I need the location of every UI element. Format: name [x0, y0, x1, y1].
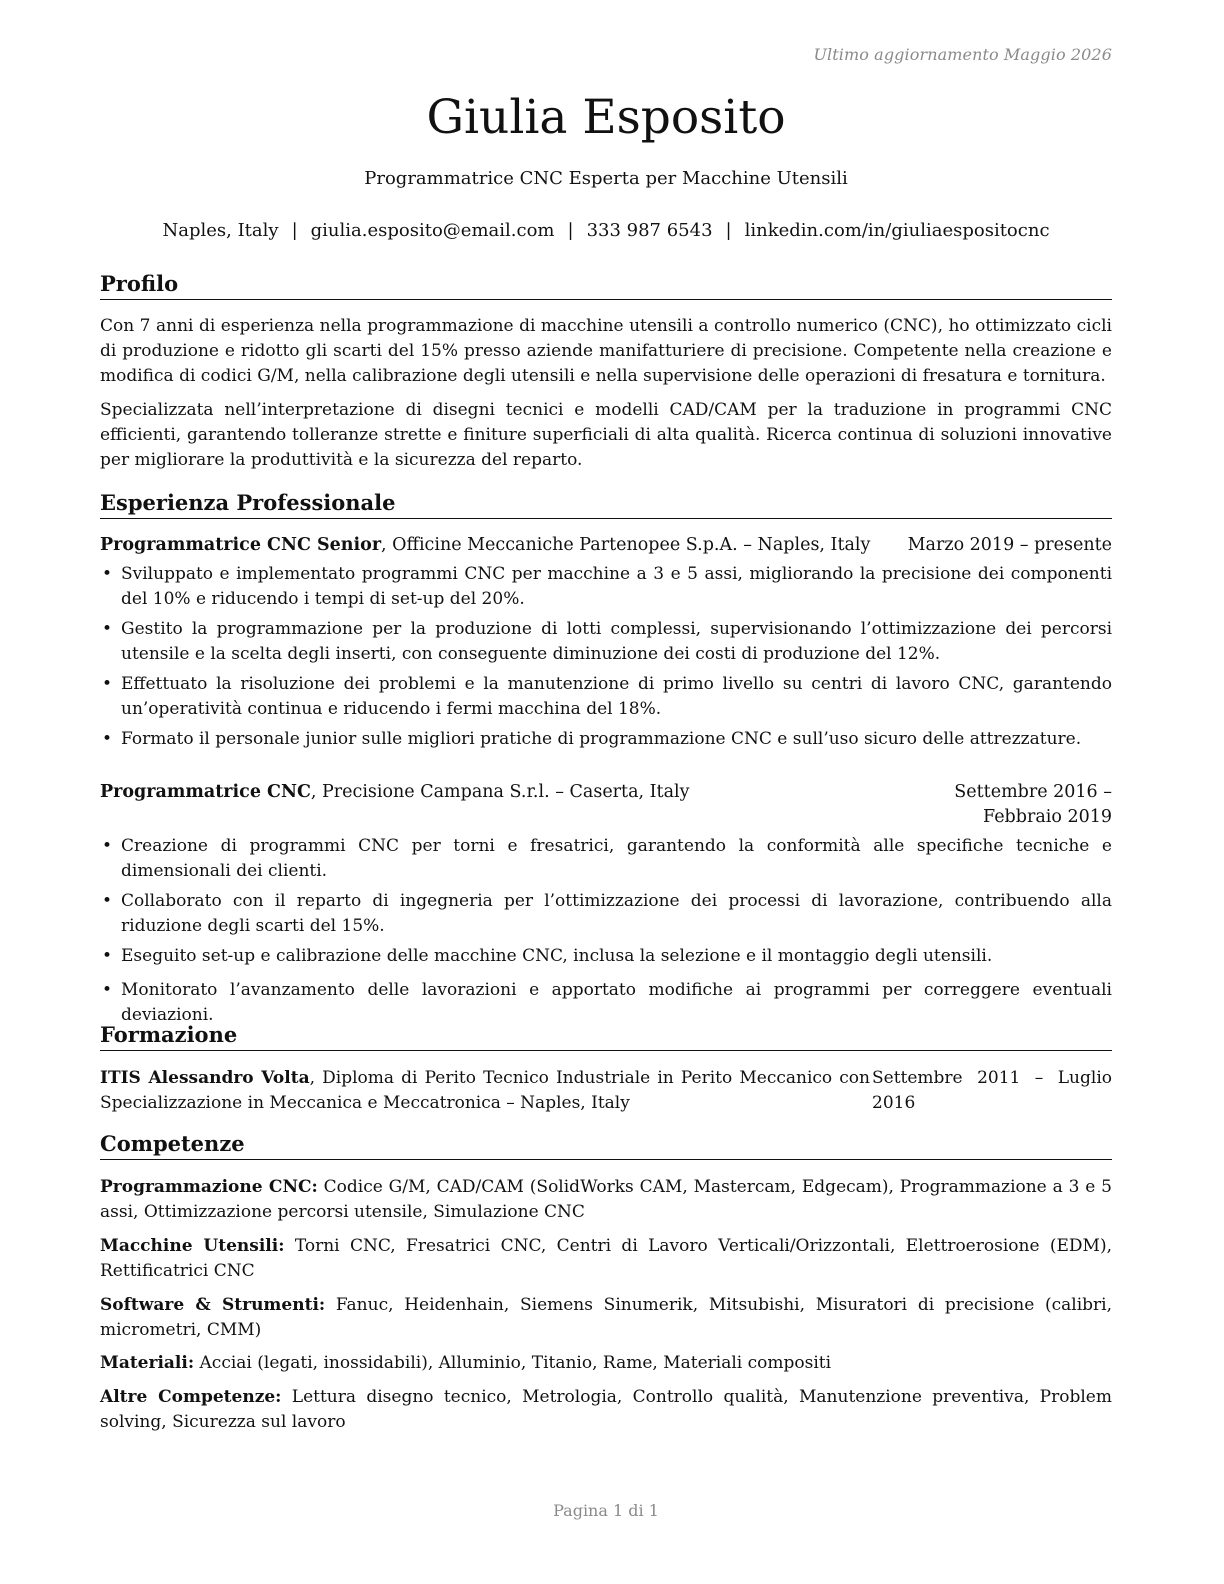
job-company: , Officine Meccaniche Partenopee S.p.A. – Naples, Italy	[381, 535, 871, 555]
job-header	[100, 533, 1112, 558]
skill-text: Fanuc, Heidenhain, Siemens Sinumerik, Mitsubishi, Misuratori di precisione (calibri, micrometri, CMM)	[100, 1295, 1112, 1340]
section-title-skills: Competenze	[100, 1130, 1112, 1160]
contact-separator: |	[567, 220, 574, 241]
skill-text: Lettura disegno tecnico, Metrologia, Controllo qualità, Manutenzione preventiva, Problem solving, Sicurezza sul lavoro	[100, 1387, 1112, 1432]
education-detail	[100, 1066, 870, 1116]
contact-email[interactable]: giulia.esposito@email.com	[310, 220, 555, 241]
skill-text: Torni CNC, Fresatrici CNC, Centri di Lavoro Verticali/Orizzontali, Elettroerosione (EDM), Rettificatrici CNC	[100, 1236, 1112, 1281]
job-role: Programmatrice CNC Senior	[100, 535, 382, 555]
profile-paragraph: Specializzata nell’interpretazione di disegni tecnici e modelli CAD/CAM per la traduzione in programmi CNC efficienti, garantendo tolleranze strette e finiture superficiali di alta qualità. Ricerca continua di soluzioni innovative per migliorare la produttività e la sicurezza del reparto.	[100, 400, 1112, 470]
job-bullets	[100, 834, 1112, 1033]
skill-label: Programmazione CNC:	[100, 1177, 318, 1197]
skill-row	[100, 1175, 1112, 1225]
skill-label: Altre Competenze:	[100, 1387, 282, 1407]
section-title-profile: Profilo	[100, 270, 1112, 300]
education-degree: , Diploma di Perito Tecnico Industriale in Perito Meccanico con Specializzazione in Meccanica e Meccatronica – Naples, Italy	[100, 1068, 870, 1113]
skill-text: Codice G/M, CAD/CAM (SolidWorks CAM, Mastercam, Edgecam), Programmazione a 3 e 5 assi, Ottimizzazione percorsi utensile, Simulazione CNC	[100, 1177, 1112, 1222]
bullet-item: • Formato il personale junior sulle migliori pratiche di programmazione CNC e sull’uso sicuro delle attrezzature.	[100, 727, 1112, 752]
candidate-name: Giulia Esposito	[426, 90, 786, 145]
section-title-education: Formazione	[100, 1021, 1112, 1051]
contact-separator: |	[725, 220, 732, 241]
last-updated: Ultimo aggiornamento Maggio 2026	[813, 45, 1112, 64]
bullet-item: • Eseguito set-up e calibrazione delle macchine CNC, inclusa la selezione e il montaggio degli utensili.	[100, 944, 1112, 969]
bullet-item: • Effettuato la risoluzione dei problemi e la manutenzione di primo livello su centri di lavoro CNC, garantendo un’operatività continua e riducendo i fermi macchina del 18%.	[100, 672, 1112, 722]
bullet-item: • Gestito la programmazione per la produzione di lotti complessi, supervisionando l’ottimizzazione dei percorsi utensile e la scelta degli inserti, con conseguente diminuzione dei costi di produzione del 12%.	[100, 617, 1112, 667]
contact-line	[100, 219, 1112, 243]
contact-location: Naples, Italy	[162, 220, 279, 241]
page-number: Pagina 1 di 1	[553, 1501, 659, 1520]
skill-label: Macchine Utensili:	[100, 1236, 285, 1256]
resume-page	[100, 0, 1112, 1584]
profile-paragraph: Con 7 anni di esperienza nella programmazione di macchine utensili a controllo numerico (CNC), ho ottimizzato cicli di produzione e ridotto gli scarti del 15% presso aziende manifatturiere di precisione. Competente nella creazione e modifica di codici G/M, nella calibrazione degli utensili e nella supervisione delle operazioni di fresatura e tornitura.	[100, 316, 1112, 386]
job-role: Programmatrice CNC	[100, 782, 311, 802]
contact-separator: |	[291, 220, 298, 241]
job-date: Settembre 2016 – Febbraio 2019	[954, 782, 1112, 827]
skill-label: Software & Strumenti:	[100, 1295, 326, 1315]
contact-phone: 333 987 6543	[586, 220, 713, 241]
bullet-item: • Collaborato con il reparto di ingegneria per l’ottimizzazione dei processi di lavorazione, contribuendo alla riduzione degli scarti del 15%.	[100, 889, 1112, 939]
section-title-experience: Esperienza Professionale	[100, 489, 1112, 519]
job-header	[100, 780, 1112, 827]
job-date: Marzo 2019 – presente	[907, 535, 1112, 555]
bullet-item: • Creazione di programmi CNC per torni e fresatrici, garantendo la conformità alle specifiche tecniche e dimensionali dei clienti.	[100, 834, 1112, 884]
bullet-item: • Sviluppato e implementato programmi CNC per macchine a 3 e 5 assi, migliorando la precisione dei componenti del 10% e riducendo i tempi di set-up del 20%.	[100, 562, 1112, 612]
candidate-subtitle: Programmatrice CNC Esperta per Macchine Utensili	[364, 168, 848, 189]
skill-row	[100, 1351, 1112, 1376]
skill-label: Materiali:	[100, 1353, 195, 1373]
job-bullets	[100, 562, 1112, 757]
skill-row	[100, 1385, 1112, 1435]
skill-row	[100, 1234, 1112, 1284]
job-company: , Precisione Campana S.r.l. – Caserta, Italy	[310, 782, 690, 802]
contact-linkedin[interactable]: linkedin.com/in/giuliaespositocnc	[744, 220, 1050, 241]
bullet-item: • Monitorato l’avanzamento delle lavorazioni e apportato modifiche ai programmi per correggere eventuali deviazioni.	[100, 978, 1112, 1028]
education-date: Settembre 2011 – Luglio 2016	[872, 1068, 1112, 1113]
skill-row	[100, 1293, 1112, 1343]
skill-text: Acciai (legati, inossidabili), Alluminio, Titanio, Rame, Materiali compositi	[194, 1353, 832, 1373]
education-school: ITIS Alessandro Volta	[100, 1068, 310, 1088]
